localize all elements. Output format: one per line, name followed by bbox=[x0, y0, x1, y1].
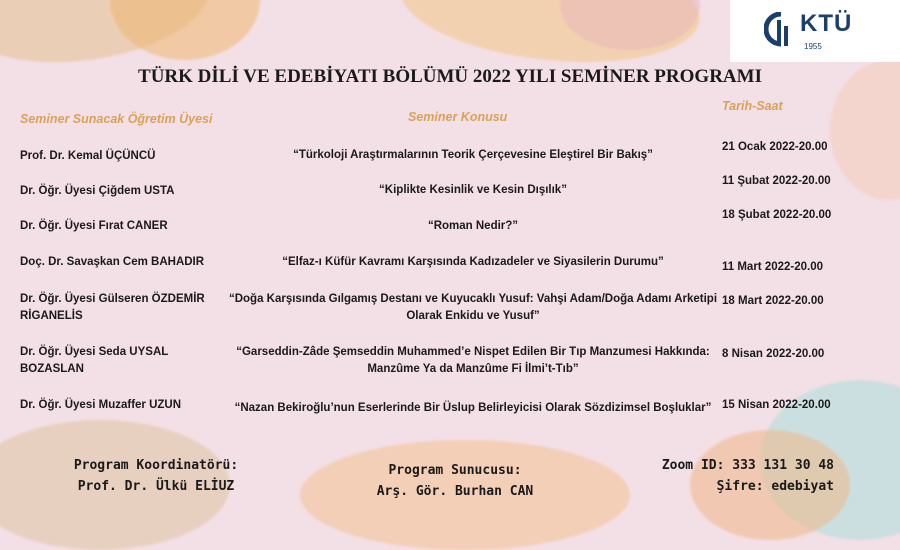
coordinator-name: Prof. Dr. Ülkü ELİUZ bbox=[77, 479, 235, 494]
row-topic: “Nazan Bekiroğlu’nun Eserlerinde Bir Üslup Belirleyicisi Olarak Sözdizimsel Boşluklar” bbox=[234, 402, 712, 414]
header-date: Tarih-Saat bbox=[722, 99, 783, 113]
row-topic: “Türkoloji Araştırmalarının Teorik Çerçevesine Eleştirel Bir Bakış” bbox=[293, 149, 653, 161]
row-lecturer: Dr. Öğr. Üyesi Muzaffer UZUN bbox=[20, 399, 182, 411]
logo-year: 1955 bbox=[804, 42, 822, 51]
header-topic: Seminer Konusu bbox=[408, 110, 508, 124]
row-lecturer: Doç. Dr. Savaşkan Cem BAHADIR bbox=[20, 256, 205, 268]
row-lecturer: Prof. Dr. Kemal ÜÇÜNCÜ bbox=[20, 150, 156, 162]
zoom-password: Şifre: edebiyat bbox=[716, 479, 834, 494]
logo-text: KTÜ bbox=[800, 10, 853, 37]
row-date: 18 Şubat 2022-20.00 bbox=[722, 209, 832, 221]
host-label: Program Sunucusu: bbox=[388, 463, 522, 478]
row-lecturer: Dr. Öğr. Üyesi Gülseren ÖZDEMİR RİGANELİS bbox=[20, 293, 205, 322]
bg-blob bbox=[110, 0, 260, 60]
row-topic: “Roman Nedir?” bbox=[427, 220, 519, 232]
zoom-id: Zoom ID: 333 131 30 48 bbox=[661, 458, 834, 473]
zoom-block bbox=[640, 455, 834, 497]
ktu-logo bbox=[730, 0, 900, 62]
row-topic: “Doğa Karşısında Gılgamış Destanı ve Kuyucaklı Yusuf: Vahşi Adam/Doğa Adamı Arketipi Olarak Enkidu ve Yusuf” bbox=[228, 293, 718, 322]
row-lecturer: Dr. Öğr. Üyesi Fırat CANER bbox=[20, 220, 168, 232]
row-lecturer: Dr. Öğr. Üyesi Çiğdem USTA bbox=[20, 185, 175, 197]
page-title: TÜRK DİLİ VE EDEBİYATI BÖLÜMÜ 2022 YILI SEMİNER PROGRAMI bbox=[138, 66, 762, 87]
row-date: 11 Şubat 2022-20.00 bbox=[722, 175, 831, 187]
row-topic: “Elfaz-ı Küfür Kavramı Karşısında Kadızadeler ve Siyasilerin Durumu” bbox=[282, 256, 664, 268]
row-date: 11 Mart 2022-20.00 bbox=[722, 261, 824, 273]
row-date: 15 Nisan 2022-20.00 bbox=[722, 399, 831, 411]
row-date: 21 Ocak 2022-20.00 bbox=[722, 141, 828, 153]
row-topic: “Kiplikte Kesinlik ve Kesin Dışılık” bbox=[379, 184, 567, 196]
coordinator-block bbox=[46, 455, 266, 497]
host-name: Arş. Gör. Burhan CAN bbox=[376, 484, 534, 499]
ktu-emblem-icon bbox=[764, 12, 798, 48]
host-block bbox=[340, 460, 570, 502]
header-lecturer: Seminer Sunacak Öğretim Üyesi bbox=[20, 112, 213, 126]
row-date: 8 Nisan 2022-20.00 bbox=[722, 348, 825, 360]
row-topic: “Garseddin-Zâde Şemseddin Muhammed’e Nispet Edilen Bir Tıp Manzumesi Hakkında: Manzûme Ya da Manzûme Fi İlmi’t-Tıb” bbox=[236, 346, 710, 375]
row-date: 18 Mart 2022-20.00 bbox=[722, 295, 824, 307]
row-lecturer: Dr. Öğr. Üyesi Seda UYSAL BOZASLAN bbox=[20, 346, 169, 375]
coordinator-label: Program Koordinatörü: bbox=[73, 458, 239, 473]
